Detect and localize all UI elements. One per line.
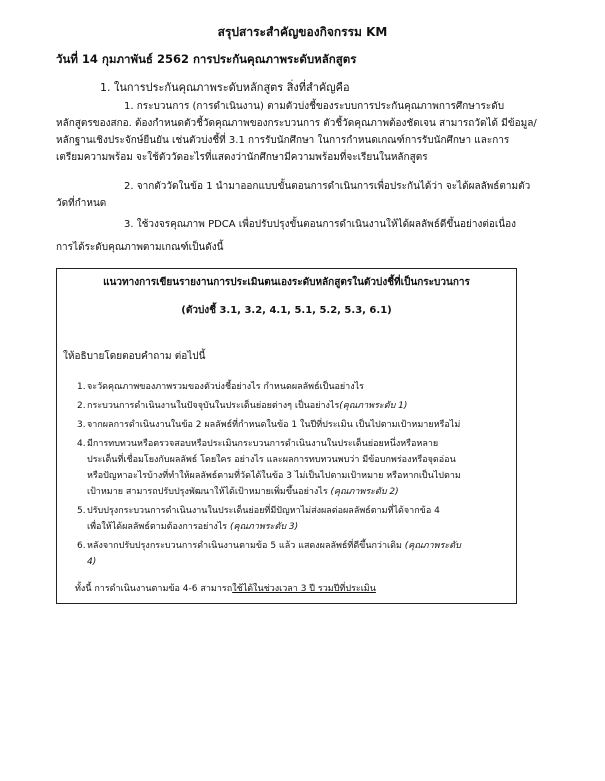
paragraph-line: การได้ระดับคุณภาพตามเกณฑ์เป็นดังนี้ xyxy=(56,242,224,253)
question-line-text: เพื่อให้ได้ผลลัพธ์ตามต้องการอย่างไร xyxy=(87,522,228,532)
box-title: แนวทางการเขียนรายงานการประเมินตนเองระดับหลักสูตรในตัวบ่งชี้ที่เป็นกระบวนการ xyxy=(103,277,470,288)
guideline-box xyxy=(56,268,517,604)
question-number: 5. xyxy=(77,506,86,516)
question-line-text: หลังจากปรับปรุงกระบวนการดำเนินงานตามข้อ 5 แล้ว แสดงผลลัพธ์ที่ดีขึ้นกว่าเดิม xyxy=(87,541,402,551)
question-text xyxy=(87,503,505,535)
question-number: 6. xyxy=(77,541,86,551)
paragraph-design-steps xyxy=(56,178,546,212)
meeting-date-heading: วันที่ 14 กุมภาพันธ์ 2562 การประกันคุณภาพระดับหลักสูตร xyxy=(56,52,357,66)
footer-underlined-text: ใช้ได้ในช่วงเวลา 3 ปี รวมปีที่ประเมิน xyxy=(232,584,376,594)
question-line-text: กระบวนการดำเนินงานในปัจจุบันในประเด็นย่อยต่างๆ เป็นอย่างไร xyxy=(87,401,340,411)
question-text xyxy=(87,436,505,500)
question-number: 2. xyxy=(77,401,86,411)
question-text xyxy=(87,538,505,570)
question-number: 3. xyxy=(77,420,86,430)
question-text xyxy=(87,417,505,433)
question-line-text: เป้าหมาย สามารถปรับปรุงพัฒนาให้ได้เป้าหมายเพิ่มขึ้นอย่างไร xyxy=(87,487,328,497)
footer-text: ทั้งนี้ การดำเนินงานตามข้อ 4-6 สามารถ xyxy=(75,584,233,594)
question-number: 1. xyxy=(77,382,86,392)
paragraph-line: หลักสูตรของสกอ. ต้องกำหนดตัวชี้วัดคุณภาพของกระบวนการ ตัวชี้วัดคุณภาพต้องชัดเจน สามารถวัดได้ มีข้อมูล/ xyxy=(56,118,537,129)
question-item xyxy=(57,503,516,535)
question-line xyxy=(87,398,505,414)
question-number: 4. xyxy=(77,439,86,449)
question-line: หรือปัญหาอะไรบ้างที่ทำให้ผลลัพธ์ตามที่วัดได้ในข้อ 3 ไม่เป็นไปตามเป้าหมาย หรือหากเป็นไปตาม xyxy=(87,471,461,481)
question-item xyxy=(57,398,516,414)
paragraph-line: วัดที่กำหนด xyxy=(56,198,107,209)
question-item xyxy=(57,538,516,570)
question-line: จะวัดคุณภาพของภาพรวมของตัวบ่งชี้อย่างไร กำหนดผลลัพธ์เป็นอย่างไร xyxy=(87,382,364,392)
paragraph-line: 3. ใช้วงจรคุณภาพ PDCA เพื่อปรับปรุงขั้นตอนการดำเนินงานให้ได้ผลลัพธ์ดีขึ้นอย่างต่อเนื่อง xyxy=(124,219,517,230)
box-footer-note xyxy=(75,581,376,597)
paragraph-line: หลักฐานเชิงประจักษ์ยืนยัน เช่นตัวบ่งชี้ที่ 3.1 การรับนักศึกษา ในการกำหนดเกณฑ์การรับนักศึกษา และการ xyxy=(56,135,510,146)
page-title: สรุปสาระสำคัญของกิจกรรม KM xyxy=(217,25,388,39)
paragraph-process xyxy=(56,98,546,166)
question-line xyxy=(87,484,505,500)
quality-level-ref: (คุณภาพระดับ 2) xyxy=(330,487,399,497)
question-line xyxy=(87,538,505,554)
question-list xyxy=(57,379,516,573)
question-item xyxy=(57,417,516,433)
quality-level-ref: (คุณภาพระดับ 1) xyxy=(339,401,408,411)
question-line: มีการทบทวนหรือตรวจสอบหรือประเมินกระบวนการดำเนินงานในประเด็นย่อยหนึ่งหรือหลาย xyxy=(87,439,439,449)
quality-level-ref: (คุณภาพระดับ xyxy=(404,541,461,551)
paragraph-line: 2. จากตัววัดในข้อ 1 นำมาออกแบบขั้นตอนการดำเนินการเพื่อประกันได้ว่า จะได้ผลลัพธ์ตามตัว xyxy=(124,181,531,192)
paragraph-line: เตรียมความพร้อม จะใช้ตัววัดอะไรที่แสดงว่านักศึกษามีความพร้อมที่จะเรียนในหลักสูตร xyxy=(56,152,428,163)
paragraph-line: 1. กระบวนการ (การดำเนินงาน) ตามตัวบ่งชี้ของระบบการประกันคุณภาพการศึกษาระดับ xyxy=(124,101,505,112)
question-line: 4) xyxy=(87,557,97,567)
question-item xyxy=(57,436,516,500)
question-line: ปรับปรุงกระบวนการดำเนินงานในประเด็นย่อยที่มีปัญหาไม่ส่งผลต่อผลลัพธ์ตามที่ได้จากข้อ 4 xyxy=(87,506,440,516)
section-heading: 1. ในการประกันคุณภาพระดับหลักสูตร สิ่งที่สำคัญคือ xyxy=(100,81,350,94)
question-line: จากผลการดำเนินงานในข้อ 2 ผลลัพธ์ที่กำหนดในข้อ 1 ในปีที่ประเมิน เป็นไปตามเป้าหมายหรือไม่ xyxy=(87,420,461,430)
paragraph-pdca xyxy=(56,216,546,256)
question-line: ประเด็นที่เชื่อมโยงกับผลลัพธ์ โดยใคร อย่างไร และผลการทบทวนพบว่า มีข้อบกพร่องหรือจุดอ่อน xyxy=(87,455,456,465)
question-item xyxy=(57,379,516,395)
box-intro: ให้อธิบายโดยตอบคำถาม ต่อไปนี้ xyxy=(63,351,206,362)
question-line xyxy=(87,519,505,535)
question-text xyxy=(87,398,505,414)
quality-level-ref: (คุณภาพระดับ 3) xyxy=(230,522,299,532)
question-text xyxy=(87,379,505,395)
box-subtitle: (ตัวบ่งชี้ 3.1, 3.2, 4.1, 5.1, 5.2, 5.3, 6.1) xyxy=(181,305,392,316)
